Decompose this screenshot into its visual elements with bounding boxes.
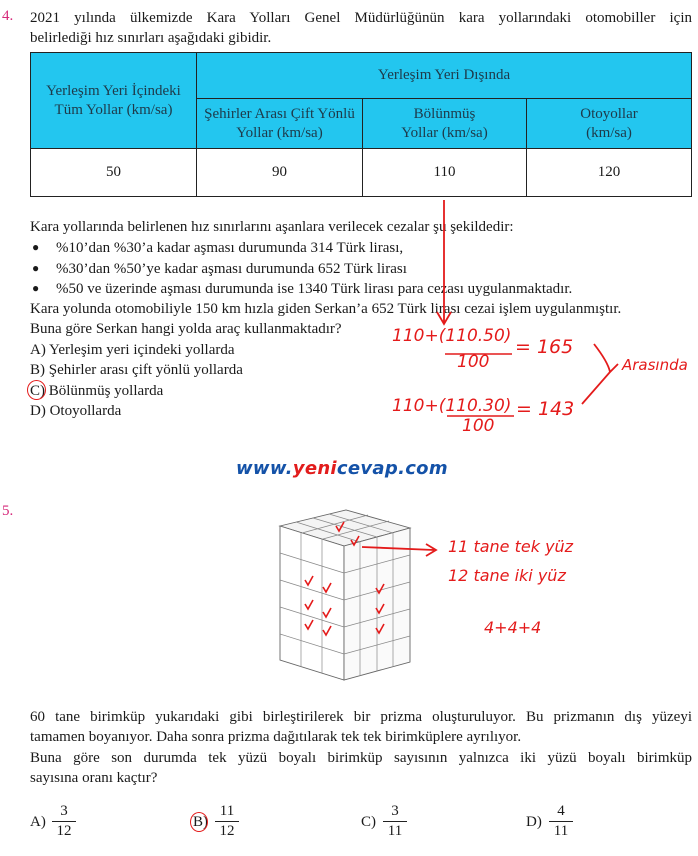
- watermark-site[interactable]: [236, 458, 448, 479]
- q4-option-c[interactable]: C) Bölünmüş yollarda: [30, 383, 164, 399]
- answer-circle-mark: [190, 812, 208, 832]
- table-cell-divided-value: 110: [363, 149, 527, 197]
- calc2-numerator: 110+(110.30): [392, 396, 512, 416]
- table-cell-intercity-value: 90: [197, 149, 363, 197]
- q4-option-a[interactable]: A) Yerleşim yeri içindeki yollarda: [30, 342, 235, 358]
- q4-scenario: Kara yolunda otomobiliyle 150 km hızla giden Serkan’a 652 Türk lirası cezai işlem uygulanmıştır.: [30, 301, 622, 317]
- q5-note-single-face: 11 tane tek yüz: [448, 537, 574, 556]
- calc1-result: = 165: [515, 336, 574, 358]
- watermark-part2: yeni: [292, 458, 337, 479]
- q5-body-line3: Buna göre son durumda tek yüzü boyalı birimküp sayısının yalnızca iki yüzü boyalı birimküp: [30, 750, 692, 766]
- q5-body-line4: sayısına oranı kaçtır?: [30, 770, 158, 786]
- calc2-result: = 143: [516, 398, 575, 420]
- bullet-icon: ●: [32, 240, 40, 254]
- fraction-denominator: 12: [219, 823, 235, 839]
- table-cell-city-value: 50: [31, 149, 197, 197]
- question-4-number: 4.: [2, 8, 14, 24]
- fraction-denominator: 11: [387, 823, 403, 839]
- q5-option-c-fraction[interactable]: [383, 803, 407, 840]
- q4-stem-line1: 2021 yılında ülkemizde Kara Yolları Genel Müdürlüğünün kara yollarındaki otomobiller için: [30, 10, 692, 26]
- q4-question: Buna göre Serkan hangi yolda araç kullanmaktadır?: [30, 321, 342, 337]
- q5-arrow-stroke: [360, 538, 450, 562]
- q4-stem-line2: belirlediği hız sınırları aşağıdaki gibidir.: [30, 30, 272, 46]
- q5-option-c-letter[interactable]: C): [361, 814, 376, 830]
- cube-prism-figure: [270, 490, 420, 690]
- q4-penalty-intro: Kara yollarında belirlenen hız sınırlarını aşanlara verilecek cezalar şu şekildedir:: [30, 219, 514, 235]
- watermark-part1: www.: [236, 458, 293, 479]
- q4-option-b[interactable]: B) Şehirler arası çift yönlü yollarda: [30, 362, 243, 378]
- q5-note-sum: 4+4+4: [484, 618, 542, 637]
- table-subheader-divided: Bölünmüş Yollar (km/sa): [363, 99, 527, 149]
- table-subheader-highway: Otoyollar (km/sa): [527, 99, 692, 149]
- note-arasinda: Arasında: [622, 356, 688, 374]
- q5-option-b-fraction[interactable]: [215, 803, 239, 840]
- q4-penalty-2: %30’dan %50’ye kadar aşması durumunda 652 Türk lirası: [56, 261, 407, 277]
- q5-option-b-letter[interactable]: B): [193, 814, 208, 830]
- fraction-numerator: 3: [391, 803, 399, 819]
- q5-option-d-fraction[interactable]: [549, 803, 573, 840]
- fraction-numerator: 11: [219, 803, 235, 819]
- fraction-numerator: 4: [557, 803, 565, 819]
- question-5-number: 5.: [2, 503, 14, 519]
- table-header-outside-city: Yerleşim Yeri Dışında: [197, 53, 692, 99]
- q4-option-d: D) Otoyollarda: [30, 403, 122, 419]
- bullet-icon: ●: [32, 261, 40, 275]
- q5-option-d-letter[interactable]: D): [526, 814, 542, 830]
- fraction-denominator: 12: [56, 823, 72, 839]
- bullet-icon: ●: [32, 281, 40, 295]
- calc2-denominator: 100: [462, 416, 495, 436]
- table-header-city-roads: Yerleşim Yeri İçindeki Tüm Yollar (km/sa): [31, 53, 197, 149]
- q5-note-two-faces: 12 tane iki yüz: [448, 566, 566, 585]
- fraction-denominator: 11: [553, 823, 569, 839]
- calc1-denominator: 100: [457, 352, 490, 372]
- q5-option-a-fraction[interactable]: [52, 803, 76, 840]
- watermark-part3: cevap.com: [336, 458, 448, 479]
- fraction-numerator: 3: [60, 803, 68, 819]
- q5-body-line1: 60 tane birimküp yukarıdaki gibi birleştirilerek bir prizma oluşturuluyor. Bu prizmanın dış yüzeyi: [30, 709, 692, 725]
- q5-option-a-letter[interactable]: A): [30, 814, 46, 830]
- q4-penalty-1: %10’dan %30’a kadar aşması durumunda 314 Türk lirası,: [56, 240, 404, 256]
- table-cell-highway-value: 120: [527, 149, 692, 197]
- q4-penalty-3: %50 ve üzerinde aşması durumunda ise 1340 Türk lirası para cezası uygulanmaktadır.: [56, 281, 573, 297]
- q5-body-line2: tamamen boyanıyor. Daha sonra prizma dağıtılarak tek tek birimküplere ayrılıyor.: [30, 729, 522, 745]
- calc1-numerator: 110+(110.50): [392, 326, 512, 346]
- table-subheader-intercity: Şehirler Arası Çift Yönlü Yollar (km/sa): [197, 99, 363, 149]
